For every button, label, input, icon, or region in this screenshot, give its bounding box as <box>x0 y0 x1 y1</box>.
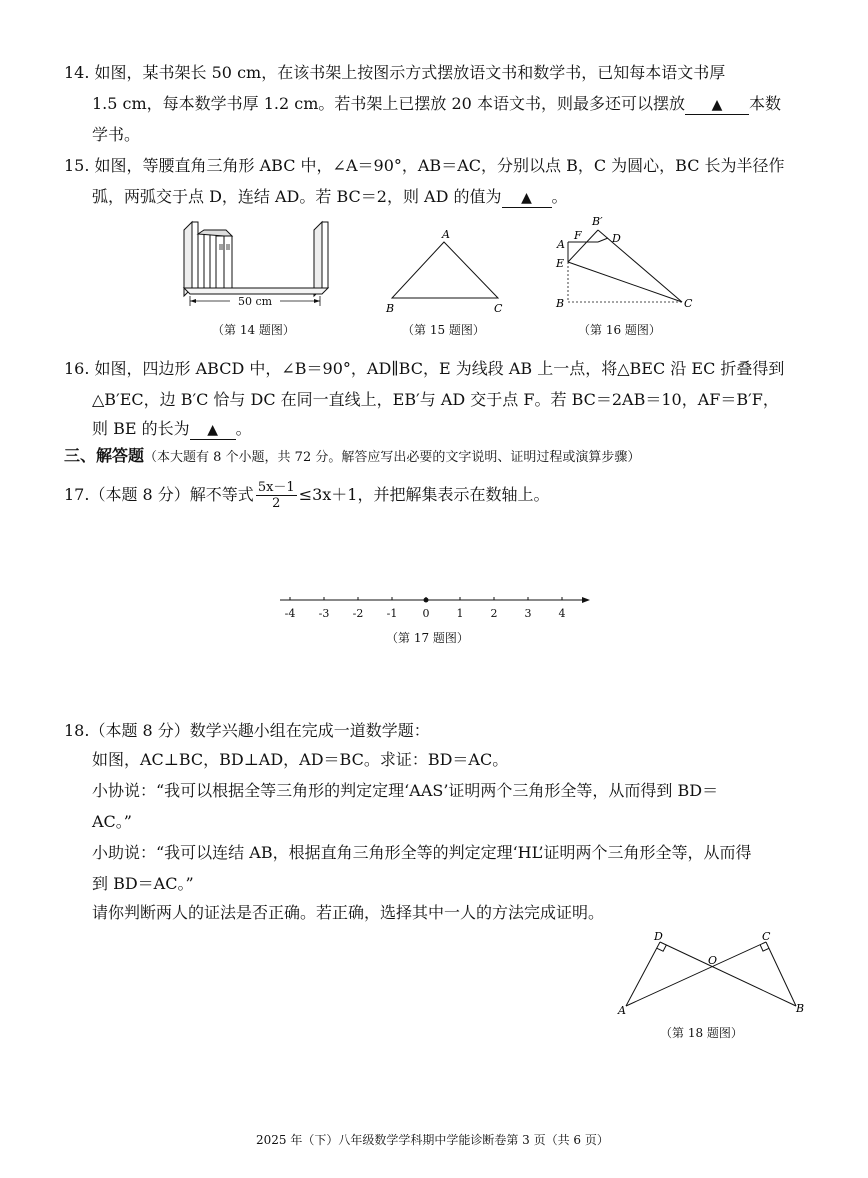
section-3-heading: 三、解答题（本大题有 8 个小题，共 72 分。解答应写出必要的文字说明、证明过程或演算步骤） <box>64 446 641 465</box>
q18-line-6: 到 BD＝AC。” <box>92 874 194 893</box>
fig16-label-e: E <box>556 257 565 270</box>
number-line-tick-label: -3 <box>318 607 330 620</box>
fig18-label-o: O <box>708 954 718 967</box>
q16-answer-blank: ▲ <box>190 421 236 440</box>
q18-line-5: 小助说：“我可以连结 AB，根据直角三角形全等的判定定理‘HL’证明两个三角形全等，从而得 <box>92 843 752 862</box>
fig16-label-b: B <box>556 297 565 310</box>
q18-line-7: 请你判断两人的证法是否正确。若正确，选择其中一人的方法完成证明。 <box>92 903 605 922</box>
fig18-caption: （第 18 题图） <box>660 1026 743 1040</box>
number-line-tick-label: 4 <box>558 607 566 620</box>
q15-answer-blank: ▲ <box>502 189 552 208</box>
q16-line-3: 则 BE 的长为 ▲ 。 <box>92 419 252 438</box>
fig17-caption: （第 17 题图） <box>386 631 469 645</box>
q15-line-2: 弧，两弧交于点 D，连结 AD。若 BC＝2，则 AD 的值为 ▲ 。 <box>92 187 568 206</box>
q14-line-3: 学书。 <box>92 125 141 144</box>
number-line-tick-label: 2 <box>490 607 498 620</box>
q14-line-1: 14. 如图，某书架长 50 cm，在该书架上按图示方式摆放语文书和数学书，已知每本语文书厚 <box>64 63 726 82</box>
fig15-label-b: B <box>386 302 395 315</box>
fig18-label-c: C <box>762 930 771 943</box>
q15-line-1: 15. 如图，等腰直角三角形 ABC 中，∠A＝90°，AB＝AC，分别以点 B，C 为圆心，BC 长为半径作 <box>64 156 785 175</box>
fig16-label-c: C <box>684 297 693 310</box>
fig16-label-d: D <box>612 232 621 245</box>
fig18-label-b: B <box>796 1002 805 1015</box>
q18-line-3: 小协说：“我可以根据全等三角形的判定定理‘AAS’证明两个三角形全等，从而得到 BD＝ <box>92 781 719 800</box>
q14-line-2: 1.5 cm，每本数学书厚 1.2 cm。若书架上已摆放 20 本语文书，则最多还可以摆放 ▲ 本数 <box>92 94 781 113</box>
number-line-tick-label: 1 <box>456 607 464 620</box>
fig18-label-a: A <box>618 1004 626 1017</box>
number-line-tick-label: 0 <box>422 607 430 620</box>
figure-15-triangle <box>380 222 510 320</box>
fig15-label-a: A <box>442 228 450 241</box>
fig16-label-a: A <box>557 238 565 251</box>
figure-16-quadrilateral <box>548 212 698 316</box>
number-line-tick-label: -1 <box>386 607 398 620</box>
q14-answer-blank: ▲ <box>685 96 749 115</box>
q16-line-2: △B′EC，边 B′C 恰与 DC 在同一直线上，EB′与 AD 交于点 F。若 BC＝2AB＝10，AF＝B′F， <box>92 390 779 409</box>
fig16-label-f: F <box>574 229 582 242</box>
q18-line-4: AC。” <box>92 812 132 831</box>
fig15-label-c: C <box>494 302 503 315</box>
fig16-caption: （第 16 题图） <box>578 323 661 337</box>
q18-line-1: 18.（本题 8 分）数学兴趣小组在完成一道数学题： <box>64 721 430 740</box>
figure-17-number-line <box>270 588 600 628</box>
q16-line-1: 16. 如图，四边形 ABCD 中，∠B＝90°，AD∥BC，E 为线段 AB 上一点，将△BEC 沿 EC 折叠得到 <box>64 359 785 378</box>
fig14-caption: （第 14 题图） <box>212 323 295 337</box>
q18-line-2: 如图，AC⊥BC，BD⊥AD，AD＝BC。求证：BD＝AC。 <box>92 750 509 769</box>
page-footer: 2025 年（下）八年级数学学科期中学能诊断卷第 3 页（共 6 页） <box>256 1133 609 1147</box>
fig18-label-d: D <box>654 930 663 943</box>
number-line-tick-label: -4 <box>284 607 296 620</box>
q17-text: 17.（本题 8 分）解不等式 $\frac{5x-1}{2}$ ≤3x＋1，并把解集表示在数轴上。 <box>64 480 550 511</box>
fig16-label-bprime: B′ <box>592 215 603 228</box>
fig15-caption: （第 15 题图） <box>402 323 485 337</box>
figure-14-bookshelf <box>180 212 340 312</box>
figure-18-triangles <box>612 928 812 1024</box>
fig14-length-label: 50 cm <box>237 295 273 308</box>
q17-fraction: $\frac{5x-1}{2}$ <box>257 480 295 511</box>
number-line-tick-label: -2 <box>352 607 364 620</box>
number-line-tick-label: 3 <box>524 607 532 620</box>
number-line-origin-dot <box>424 598 429 603</box>
